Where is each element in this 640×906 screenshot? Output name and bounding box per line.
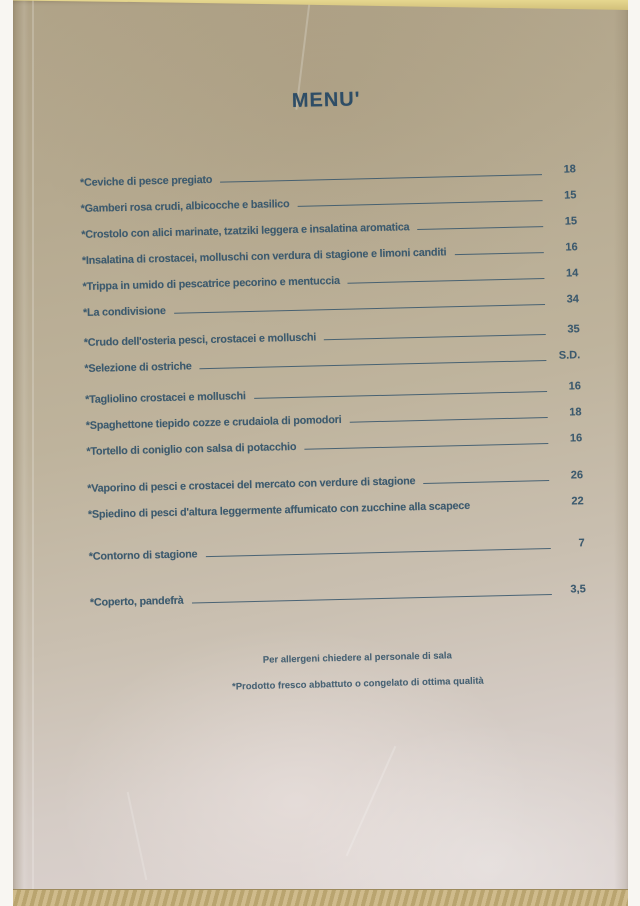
menu-item-row [84,346,580,375]
menu-item-row [88,492,584,521]
menu-group [87,466,584,521]
menu-paper [13,0,628,891]
menu-item-price: 18 [569,406,582,419]
menu-group [89,534,585,563]
leader-line [478,506,550,508]
menu-item-price: 22 [571,495,584,508]
menu-item-price: 35 [567,323,580,336]
menu-item-row [83,290,579,319]
leader-line [324,334,546,340]
leader-line [348,278,545,284]
menu-content [78,84,588,696]
menu-item-row [86,429,582,458]
menu-item-price: 7 [578,537,585,550]
menu-footer [109,647,606,696]
paper-fold-line [32,0,34,891]
fresh-product-note: *Prodotto fresco abbattuto o congelato di ottima qualità [231,675,484,693]
leader-line [454,252,543,255]
menu-group [84,320,581,375]
leader-line [423,480,549,484]
menu-item-row [89,534,585,563]
leader-line [174,304,545,314]
menu-item-row [84,320,580,349]
menu-item-list [80,160,586,609]
menu-item-price: 16 [565,241,578,254]
menu-item-row [80,186,576,215]
menu-item-name: *Trippa in umido di pescatrice pecorino e mentuccia [82,274,340,293]
leader-line [417,226,543,230]
leader-line [304,443,548,450]
menu-item-row [82,238,578,267]
menu-item-row [87,466,583,495]
menu-title: MENU' [291,88,361,112]
menu-item-price: 16 [568,380,582,393]
menu-item-price: 14 [565,267,579,280]
menu-item-row [86,403,582,432]
leader-line [192,593,552,602]
menu-item-name: *Ceviche di pesce pregiato [79,173,213,189]
leader-line [254,391,547,399]
menu-group [80,160,579,319]
menu-item-row [85,377,581,406]
menu-group [85,377,582,458]
leader-line [205,547,550,556]
menu-item-name: *La condivisione [82,304,166,319]
menu-item-price: 34 [566,293,580,306]
menu-item-price: 18 [563,163,577,176]
allergen-note: Per allergeni chiedere al personale di sala [262,650,452,666]
menu-item-row [81,212,577,241]
menu-item-price: 3,5 [570,583,586,596]
menu-item-row [80,160,576,189]
leader-line [200,360,547,369]
menu-item-row [90,580,586,609]
placemat-strip [13,889,628,906]
menu-item-price: 15 [564,215,578,228]
leader-line [220,174,542,183]
menu-item-name: *Crudo dell'osteria pesci, crostacei e molluschi [83,331,317,349]
menu-item-name: *Spiedino di pesci d'altura leggermente affumicato con zucchine alla scapece [87,499,471,521]
leader-line [349,417,547,423]
paper-crease [345,746,396,856]
menu-item-price: S.D. [558,349,581,362]
photo-area [13,0,628,906]
menu-item-name: *Crostolo con alici marinate, tzatziki leggera e insalatina aromatica [81,221,410,241]
menu-group [90,580,586,609]
leader-line [297,200,542,207]
menu-item-price: 16 [569,432,583,445]
menu-item-name: *Tagliolino crostacei e molluschi [85,390,246,406]
menu-item-name: *Insalatina di crostacei, molluschi con verdura di stagione e limoni canditi [81,246,447,267]
menu-item-price: 26 [570,469,584,482]
menu-item-name: *Vaporino di pesci e crostacei del mercato con verdure di stagione [87,475,416,495]
menu-item-name: *Contorno di stagione [88,548,198,563]
menu-item-price: 15 [564,189,577,202]
menu-item-row [82,264,578,293]
menu-item-name: *Gamberi rosa crudi, albicocche e basilico [80,198,290,215]
menu-item-name: *Coperto, pandefrà [89,594,184,609]
menu-item-name: *Tortello di coniglio con salsa di potacchio [86,440,297,458]
paper-crease [127,792,148,880]
menu-item-name: *Selezione di ostriche [84,360,192,375]
menu-item-name: *Spaghettone tiepido cozze e crudaiola di pomodori [85,413,342,432]
